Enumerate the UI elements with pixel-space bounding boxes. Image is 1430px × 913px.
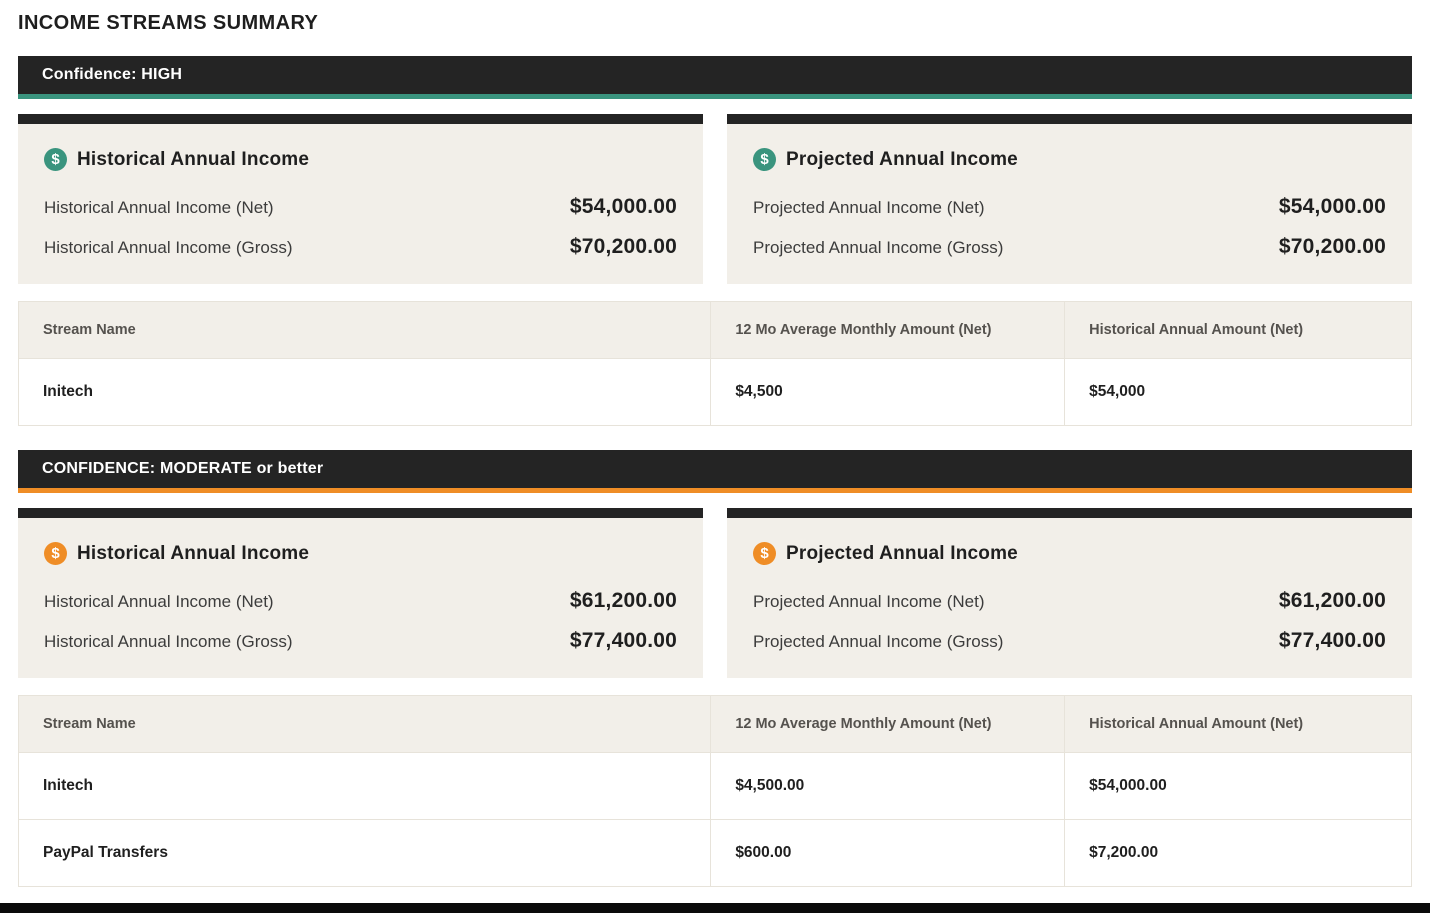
dollar-circle-icon: $ bbox=[753, 148, 776, 171]
income-value: $70,200.00 bbox=[569, 235, 677, 258]
cell-annual-amount: $7,200.00 bbox=[1065, 820, 1412, 887]
section-confidence-high bbox=[18, 56, 1412, 426]
summary-cards-row bbox=[18, 508, 1412, 678]
income-label: Historical Annual Income (Net) bbox=[44, 592, 274, 611]
income-streams-table bbox=[18, 695, 1412, 887]
dollar-circle-icon: $ bbox=[753, 542, 776, 565]
income-label: Historical Annual Income (Net) bbox=[44, 198, 274, 217]
table-header-row bbox=[19, 696, 1412, 753]
column-header-monthly-amount: 12 Mo Average Monthly Amount (Net) bbox=[711, 696, 1065, 753]
income-value: $77,400.00 bbox=[1278, 629, 1386, 652]
confidence-moderate-label: CONFIDENCE: MODERATE or better bbox=[42, 460, 324, 477]
income-value: $61,200.00 bbox=[569, 589, 677, 612]
income-label: Projected Annual Income (Net) bbox=[753, 592, 985, 611]
column-header-monthly-amount: 12 Mo Average Monthly Amount (Net) bbox=[711, 302, 1065, 359]
card-title: Projected Annual Income bbox=[786, 542, 1018, 564]
card-header bbox=[753, 542, 1386, 565]
column-header-annual-amount: Historical Annual Amount (Net) bbox=[1065, 302, 1412, 359]
card-title: Historical Annual Income bbox=[77, 542, 310, 564]
table-row bbox=[19, 753, 1412, 820]
confidence-high-header-bar bbox=[18, 56, 1412, 99]
income-label: Projected Annual Income (Net) bbox=[753, 198, 985, 217]
section-confidence-moderate bbox=[18, 450, 1412, 887]
income-label: Projected Annual Income (Gross) bbox=[753, 238, 1004, 257]
income-row bbox=[44, 589, 677, 613]
cell-monthly-amount: $600.00 bbox=[711, 820, 1065, 887]
income-value: $77,400.00 bbox=[569, 629, 677, 652]
card-header bbox=[44, 542, 677, 565]
cell-stream-name: Initech bbox=[19, 359, 711, 426]
income-row bbox=[753, 195, 1386, 219]
table-row bbox=[19, 359, 1412, 426]
cell-annual-amount: $54,000.00 bbox=[1065, 753, 1412, 820]
income-label: Projected Annual Income (Gross) bbox=[753, 632, 1004, 651]
card-header bbox=[44, 148, 677, 171]
income-row bbox=[44, 629, 677, 653]
income-row bbox=[753, 235, 1386, 259]
projected-annual-income-card bbox=[727, 114, 1412, 284]
table-row bbox=[19, 820, 1412, 887]
income-streams-table bbox=[18, 301, 1412, 426]
confidence-moderate-header-bar bbox=[18, 450, 1412, 493]
income-row bbox=[44, 195, 677, 219]
projected-annual-income-card bbox=[727, 508, 1412, 678]
page-title: INCOME STREAMS SUMMARY bbox=[18, 12, 319, 34]
income-row bbox=[753, 629, 1386, 653]
cell-monthly-amount: $4,500.00 bbox=[711, 753, 1065, 820]
cell-annual-amount: $54,000 bbox=[1065, 359, 1412, 426]
card-title: Historical Annual Income bbox=[77, 148, 310, 170]
table-header-row bbox=[19, 302, 1412, 359]
column-header-annual-amount: Historical Annual Amount (Net) bbox=[1065, 696, 1412, 753]
income-value: $61,200.00 bbox=[1278, 589, 1386, 612]
historical-annual-income-card bbox=[18, 508, 703, 678]
cell-stream-name: PayPal Transfers bbox=[19, 820, 711, 887]
column-header-stream-name: Stream Name bbox=[19, 302, 711, 359]
dollar-circle-icon: $ bbox=[44, 148, 67, 171]
income-label: Historical Annual Income (Gross) bbox=[44, 632, 293, 651]
income-row bbox=[753, 589, 1386, 613]
summary-cards-row bbox=[18, 114, 1412, 284]
dollar-circle-icon: $ bbox=[44, 542, 67, 565]
income-value: $54,000.00 bbox=[1278, 195, 1386, 218]
historical-annual-income-card bbox=[18, 114, 703, 284]
card-header bbox=[753, 148, 1386, 171]
bottom-black-bar bbox=[0, 903, 1430, 913]
income-label: Historical Annual Income (Gross) bbox=[44, 238, 293, 257]
card-title: Projected Annual Income bbox=[786, 148, 1018, 170]
income-value: $70,200.00 bbox=[1278, 235, 1386, 258]
column-header-stream-name: Stream Name bbox=[19, 696, 711, 753]
cell-monthly-amount: $4,500 bbox=[711, 359, 1065, 426]
income-row bbox=[44, 235, 677, 259]
cell-stream-name: Initech bbox=[19, 753, 711, 820]
income-value: $54,000.00 bbox=[569, 195, 677, 218]
confidence-high-label: Confidence: HIGH bbox=[42, 66, 183, 83]
